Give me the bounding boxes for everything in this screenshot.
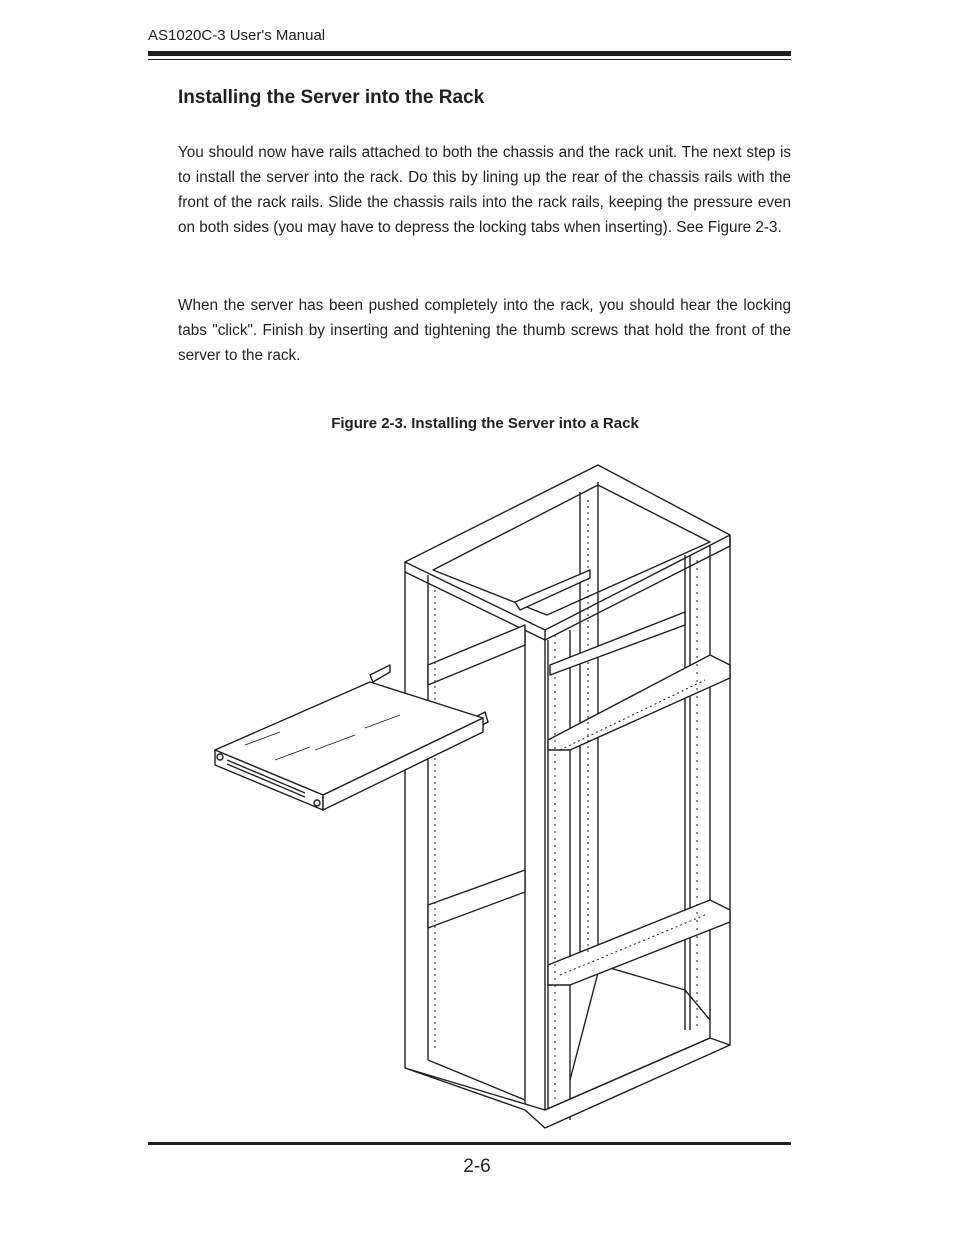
manual-title: AS1020C-3 User's Manual <box>148 27 326 44</box>
server-chassis <box>215 665 488 810</box>
header-rule <box>148 51 791 56</box>
rack-frame <box>405 465 730 1128</box>
section-heading: Installing the Server into the Rack <box>178 87 485 108</box>
header-rule-thin <box>148 59 791 60</box>
footer-rule <box>148 1142 791 1145</box>
figure-caption: Figure 2-3. Installing the Server into a Rack <box>331 415 639 432</box>
rack-installation-figure <box>205 460 750 1140</box>
body-paragraph-2: When the server has been pushed completely into the rack, you should hear the locking tabs "click". Finish by inserting and tightening the thumb screws that hold the front of the server to the rack. <box>178 297 791 364</box>
page-number: 2-6 <box>463 1156 491 1177</box>
body-paragraph-1: You should now have rails attached to both the chassis and the rack unit. The next step is to install the server into the rack. Do this by lining up the rear of the chassis rails with the front of the rack rails. Slide the chassis rails into the rack rails, keeping the pressure even on both sides (you may have to depress the locking tabs when inserting). See Figure 2-3. <box>178 144 791 236</box>
